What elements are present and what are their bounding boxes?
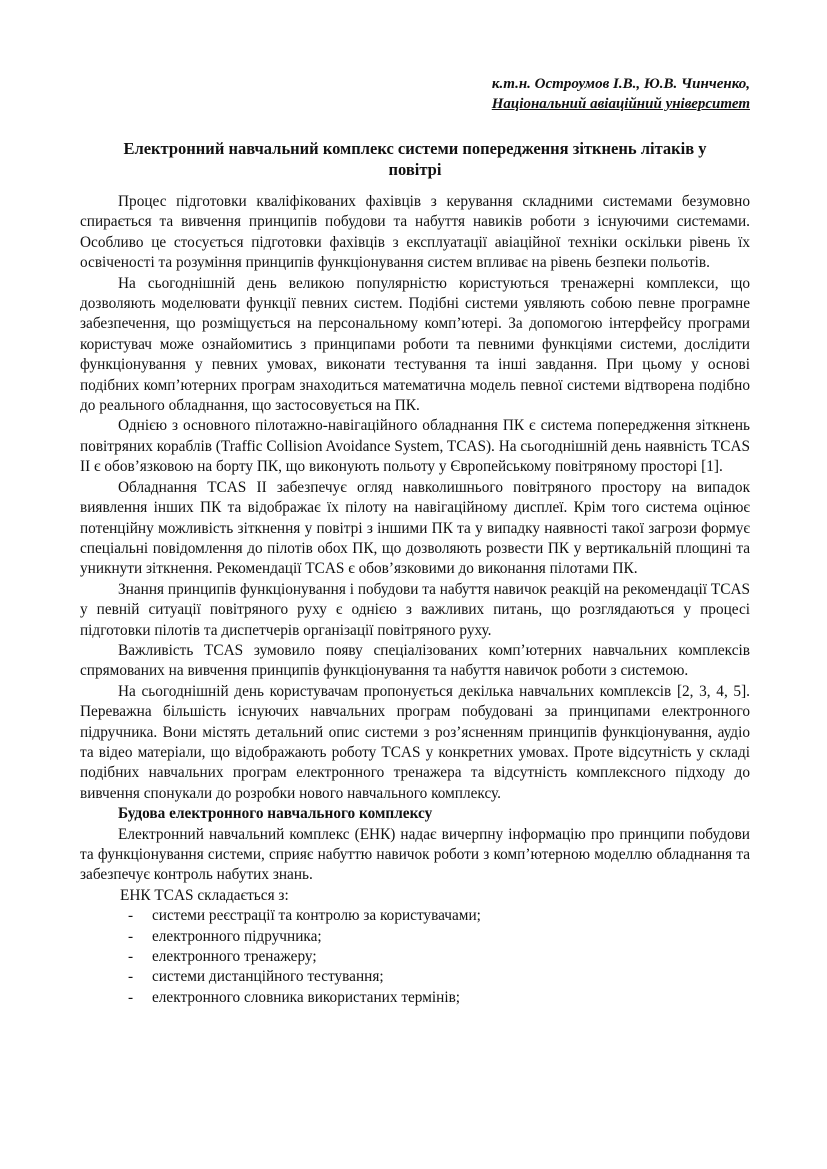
- paragraph: На сьогоднішній день користувачам пропонується декілька навчальних комплексів [2, 3, 4, 5]. Переважна більшість існуючих навчальних програм побудовані за принципами електронного підручника. Вони містять детальний опис системи з роз’ясненням принципів функціонування, аудіо та відео матеріали, що відображають роботу TCAS у конкретних умовах. Проте відсутність у складі подібних навчальних програм електронного тренажера та відсутність комплексного підходу до вивчення спонукали до розробки нового навчального комплексу.: [80, 682, 750, 802]
- document-page: [80, 74, 750, 1008]
- paragraph: Обладнання TCAS II забезпечує огляд навколишнього повітряного простору на випадок виявлення інших ПК та відображає їх пілоту на навігаційному дисплеї. Крім того система оцінює потенційну можливість зіткнення у повітрі з іншими ПК та у випадку наявності такої загрози формує спеціальні повідомлення до пілотів обох ПК, що дозволяють розвести ПК у вертикальній площині та уникнути зіткнення. Рекомендації TCAS є обов’язковими до виконання пілотами ПК.: [80, 478, 750, 578]
- list-item-text: системи дистанційного тестування;: [152, 968, 384, 986]
- list-item: [80, 947, 750, 967]
- author-names: к.т.н. Остроумов І.В., Ю.В. Чинченко,: [491, 76, 750, 92]
- paragraph: Електронний навчальний комплекс (ЕНК) надає вичерпну інформацію про принципи побудови та функціонування системи, сприяє набуттю навичок роботи з комп’ютерною моделлю обладнання та забезпечує контроль набутих знань.: [80, 825, 750, 884]
- paragraph: Однією з основного пілотажно-навігаційного обладнання ПК є система попередження зіткнень повітряних кораблів (Traffic Collision Avoidance System, TCAS). На сьогоднішній день наявність TCAS II є обов’язковою на борту ПК, що виконують польоту у Європейському повітряному просторі [1].: [80, 417, 750, 476]
- component-list: [80, 906, 750, 1008]
- list-marker: -: [128, 948, 134, 966]
- paragraph: На сьогоднішній день великою популярністю користуються тренажерні комплекси, що дозволяють моделювати функції певних систем. Подібні системи уявляють собою певне програмне забезпечення, що розміщується на персональному комп’ютері. За допомогою інтерфейсу програми користувач може ознайомитись з принципами роботи та певними функціями системи, дослідити функціонування у певних умовах, виконати тестування та інші завдання. При цьому у основі подібних комп’ютерних програм знаходиться математична модель певної системи відтворена подібно до реального обладнання, що застосовується на ПК.: [80, 274, 750, 415]
- list-item: [80, 988, 750, 1008]
- list-item-text: системи реєстрації та контролю за користувачами;: [152, 907, 481, 925]
- list-item: [80, 967, 750, 987]
- list-marker: -: [128, 988, 134, 1006]
- list-item-text: електронного підручника;: [152, 927, 322, 945]
- list-item-text: електронного словника використаних термінів;: [152, 988, 461, 1006]
- paper-title: Електронний навчальний комплекс системи попередження зіткнень літаків у повітрі: [123, 139, 707, 179]
- list-intro: ЕНК TCAS складається з:: [120, 886, 289, 904]
- paragraph: Процес підготовки кваліфікованих фахівців з керування складними системами безумовно спирається та вивчення принципів побудови та набуття навиків роботи з існуючими системами. Особливо це стосується підготовки фахівців з експлуатації авіаційної техніки оскільки рівень їх освіченості та розуміння принципів функціонування систем впливає на рівень безпеки польотів.: [80, 193, 750, 272]
- body-text: [80, 192, 750, 804]
- author-affiliation: Національний авіаційний університет: [491, 96, 750, 112]
- paragraph: Знання принципів функціонування і побудови та набуття навичок реакцій на рекомендації TCAS у певній ситуації повітряного руху є однією з важливих питань, що розглядаються у процесі підготовки пілотів та диспетчерів організації повітряного руху.: [80, 580, 750, 639]
- list-item: [80, 906, 750, 926]
- list-item-text: електронного тренажеру;: [152, 948, 317, 966]
- list-item: [80, 927, 750, 947]
- list-marker: -: [128, 968, 134, 986]
- section-structure: [80, 804, 750, 1008]
- author-block: [80, 74, 750, 114]
- list-marker: -: [128, 927, 134, 945]
- section-heading: Будова електронного навчального комплексу: [118, 805, 433, 823]
- list-marker: -: [128, 907, 134, 925]
- paragraph: Важливість TCAS зумовило появу спеціалізованих комп’ютерних навчальних комплексів спрямованих на вивчення принципів функціонування та набуття навичок роботи з системою.: [80, 641, 750, 680]
